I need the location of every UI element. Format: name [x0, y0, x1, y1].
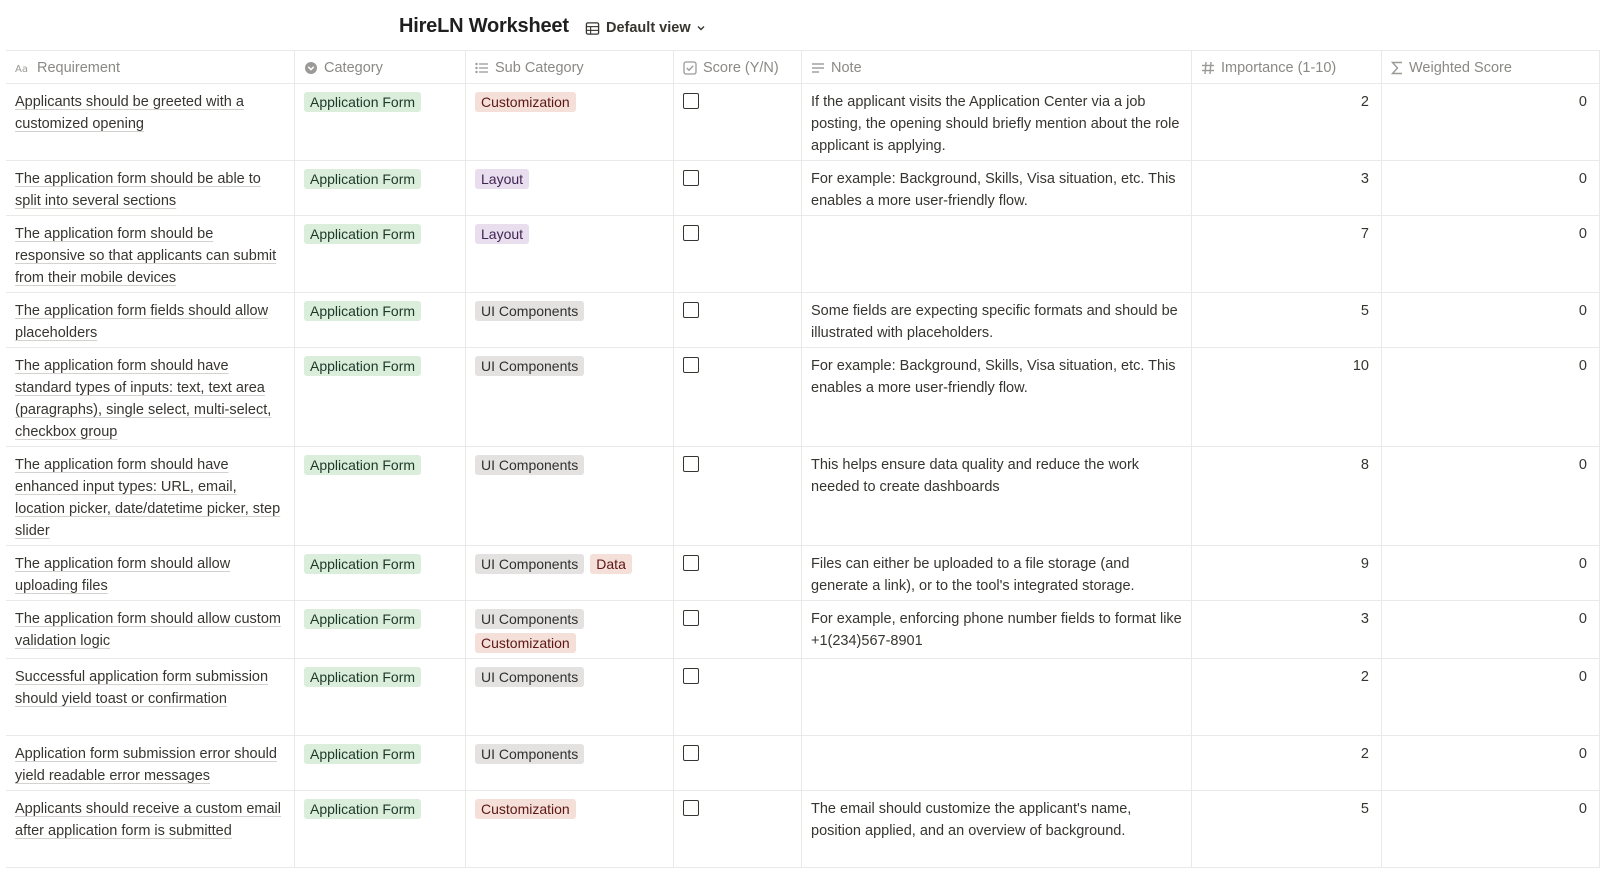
category-tag: Application Form [304, 799, 421, 819]
requirement-text[interactable]: Applicants should receive a custom email after application form is submitted [15, 801, 281, 839]
score-cell[interactable] [674, 791, 802, 867]
requirement-text[interactable]: The application form should be responsive so that applicants can submit from their mobile devices [15, 226, 277, 286]
table-row [6, 546, 1600, 601]
sigma-icon [1391, 61, 1403, 75]
score-checkbox[interactable] [683, 225, 699, 241]
importance-cell[interactable]: 7 [1192, 216, 1382, 292]
weighted-score-cell: 0 [1382, 659, 1600, 735]
weighted-score-cell: 0 [1382, 601, 1600, 658]
sub-category-tag: Customization [475, 633, 576, 653]
score-cell[interactable] [674, 348, 802, 446]
sub-category-tag: Data [590, 554, 632, 574]
table-row [6, 447, 1600, 546]
column-header-note[interactable]: Note [802, 51, 1192, 84]
category-tag: Application Form [304, 356, 421, 376]
score-cell[interactable] [674, 601, 802, 658]
score-checkbox[interactable] [683, 93, 699, 109]
category-cell[interactable] [295, 659, 466, 735]
weighted-score-cell: 0 [1382, 216, 1600, 292]
column-header-score[interactable]: Score (Y/N) [674, 51, 802, 84]
sub-category-tag: Customization [475, 92, 576, 112]
weighted-score-cell: 0 [1382, 447, 1600, 545]
category-cell[interactable] [295, 791, 466, 867]
text-aa-icon [15, 62, 31, 74]
category-cell[interactable] [295, 293, 466, 347]
note-cell[interactable]: If the applicant visits the Application Center via a job posting, the opening should briefly mention about the role applicant is applying. [802, 84, 1192, 160]
sub-category-cell[interactable] [466, 601, 674, 658]
score-checkbox[interactable] [683, 555, 699, 571]
column-header-importance[interactable]: Importance (1-10) [1192, 51, 1382, 84]
category-cell[interactable] [295, 216, 466, 292]
note-cell[interactable]: The email should customize the applicant's name, position applied, and an overview of background. [802, 791, 1192, 867]
table-row [6, 84, 1600, 161]
table-icon [585, 21, 600, 36]
requirement-text[interactable]: The application form should allow custom validation logic [15, 611, 281, 649]
requirement-text[interactable]: Successful application form submission should yield toast or confirmation [15, 669, 269, 707]
note-cell[interactable] [802, 736, 1192, 790]
category-cell[interactable] [295, 348, 466, 446]
requirement-cell[interactable] [6, 546, 295, 600]
text-lines-icon [811, 62, 825, 74]
importance-cell[interactable]: 2 [1192, 659, 1382, 735]
category-cell[interactable] [295, 161, 466, 215]
multi-select-icon [475, 62, 489, 74]
note-cell[interactable]: For example, enforcing phone number fields to format like +1(234)567-8901 [802, 601, 1192, 658]
importance-cell[interactable]: 10 [1192, 348, 1382, 446]
requirement-cell[interactable] [6, 447, 295, 545]
requirement-text[interactable]: The application form should be able to split into several sections [15, 171, 261, 209]
table-row [6, 736, 1600, 791]
score-checkbox[interactable] [683, 800, 699, 816]
importance-cell[interactable]: 3 [1192, 601, 1382, 658]
importance-cell[interactable]: 2 [1192, 736, 1382, 790]
sub-category-tag: UI Components [475, 301, 584, 321]
sub-category-tag: UI Components [475, 356, 584, 376]
requirement-text[interactable]: The application form should have enhanced input types: URL, email, location picker, date/datetime picker, step slider [15, 457, 281, 539]
sub-category-tag: Customization [475, 799, 576, 819]
sub-category-tag: UI Components [475, 667, 584, 687]
requirement-cell[interactable] [6, 84, 295, 160]
svg-text:Aa: Aa [15, 63, 28, 74]
table-row [6, 791, 1600, 868]
requirement-cell[interactable] [6, 161, 295, 215]
requirement-text[interactable]: The application form should have standard types of inputs: text, text area (paragraphs), single select, multi-select, checkbox group [15, 358, 272, 440]
importance-cell[interactable]: 3 [1192, 161, 1382, 215]
note-cell[interactable]: Some fields are expecting specific formats and should be illustrated with placeholders. [802, 293, 1192, 347]
category-cell[interactable] [295, 84, 466, 160]
sub-category-cell[interactable] [466, 348, 674, 446]
sub-category-tag: UI Components [475, 554, 584, 574]
requirement-cell[interactable] [6, 736, 295, 790]
category-cell[interactable] [295, 546, 466, 600]
category-tag: Application Form [304, 455, 421, 475]
category-tag: Application Form [304, 169, 421, 189]
score-checkbox[interactable] [683, 745, 699, 761]
score-cell[interactable] [674, 659, 802, 735]
sub-category-cell[interactable] [466, 293, 674, 347]
column-header-requirement[interactable]: Aa Requirement [6, 51, 295, 84]
column-header-category[interactable]: Category [295, 51, 466, 84]
note-cell[interactable]: For example: Background, Skills, Visa situation, etc. This enables a more user-friendly flow. [802, 348, 1192, 446]
note-cell[interactable] [802, 659, 1192, 735]
requirement-text[interactable]: The application form should allow uploading files [15, 556, 231, 594]
category-tag: Application Form [304, 667, 421, 687]
select-icon [304, 61, 318, 75]
requirement-text[interactable]: The application form fields should allow placeholders [15, 303, 269, 341]
note-cell[interactable]: Files can either be uploaded to a file storage (and generate a link), or to the tool's integrated storage. [802, 546, 1192, 600]
requirement-text[interactable]: Application form submission error should yield readable error messages [15, 746, 277, 784]
sub-category-cell[interactable] [466, 161, 674, 215]
sub-category-tag: UI Components [475, 455, 584, 475]
hash-icon [1201, 61, 1215, 75]
sub-category-tag: UI Components [475, 744, 584, 764]
sub-category-cell[interactable] [466, 736, 674, 790]
sub-category-tag: Layout [475, 224, 529, 244]
weighted-score-cell: 0 [1382, 161, 1600, 215]
requirement-cell[interactable] [6, 659, 295, 735]
checkbox-icon [683, 61, 697, 75]
importance-cell[interactable]: 5 [1192, 293, 1382, 347]
table-header-row [6, 50, 1600, 84]
score-cell[interactable] [674, 84, 802, 160]
weighted-score-cell: 0 [1382, 348, 1600, 446]
weighted-score-cell: 0 [1382, 84, 1600, 160]
sub-category-cell[interactable] [466, 447, 674, 545]
weighted-score-cell: 0 [1382, 791, 1600, 867]
score-checkbox[interactable] [683, 668, 699, 684]
requirement-text[interactable]: Applicants should be greeted with a customized opening [15, 94, 244, 132]
note-cell[interactable] [802, 216, 1192, 292]
weighted-score-cell: 0 [1382, 293, 1600, 347]
score-checkbox[interactable] [683, 610, 699, 626]
score-cell[interactable] [674, 293, 802, 347]
table-row [6, 601, 1600, 659]
importance-cell[interactable]: 2 [1192, 84, 1382, 160]
column-header-sub-category[interactable]: Sub Category [466, 51, 674, 84]
table-row [6, 161, 1600, 216]
chevron-down-icon [696, 23, 706, 33]
importance-cell[interactable]: 8 [1192, 447, 1382, 545]
score-checkbox[interactable] [683, 456, 699, 472]
view-switcher-button[interactable] [585, 17, 712, 39]
score-cell[interactable] [674, 216, 802, 292]
category-cell[interactable] [295, 447, 466, 545]
note-cell[interactable]: For example: Background, Skills, Visa situation, etc. This enables a more user-friendly flow. [802, 161, 1192, 215]
score-cell[interactable] [674, 546, 802, 600]
score-checkbox[interactable] [683, 302, 699, 318]
requirement-cell[interactable] [6, 601, 295, 658]
sub-category-tag: Layout [475, 169, 529, 189]
sub-category-cell[interactable] [466, 546, 674, 600]
importance-cell[interactable]: 5 [1192, 791, 1382, 867]
sub-category-cell[interactable] [466, 791, 674, 867]
requirement-cell[interactable] [6, 791, 295, 867]
score-cell[interactable] [674, 736, 802, 790]
page-title: HireLN Worksheet [399, 15, 569, 37]
table-row [6, 348, 1600, 447]
table-body [6, 84, 1600, 868]
category-cell[interactable] [295, 736, 466, 790]
category-tag: Application Form [304, 744, 421, 764]
score-checkbox[interactable] [683, 357, 699, 373]
category-cell[interactable] [295, 601, 466, 658]
table-row [6, 659, 1600, 736]
weighted-score-cell: 0 [1382, 736, 1600, 790]
sub-category-cell[interactable] [466, 659, 674, 735]
category-tag: Application Form [304, 554, 421, 574]
score-cell[interactable] [674, 447, 802, 545]
table-row [6, 216, 1600, 293]
category-tag: Application Form [304, 609, 421, 629]
category-tag: Application Form [304, 301, 421, 321]
sub-category-cell[interactable] [466, 84, 674, 160]
sub-category-cell[interactable] [466, 216, 674, 292]
category-tag: Application Form [304, 92, 421, 112]
column-header-weighted-score[interactable]: Weighted Score [1382, 51, 1600, 84]
requirement-cell[interactable] [6, 293, 295, 347]
database-table [6, 50, 1600, 868]
requirement-cell[interactable] [6, 348, 295, 446]
title-bar [0, 0, 1600, 50]
score-cell[interactable] [674, 161, 802, 215]
importance-cell[interactable]: 9 [1192, 546, 1382, 600]
note-cell[interactable]: This helps ensure data quality and reduce the work needed to create dashboards [802, 447, 1192, 545]
requirement-cell[interactable] [6, 216, 295, 292]
view-label: Default view [606, 20, 691, 36]
sub-category-tag: UI Components [475, 609, 584, 629]
weighted-score-cell: 0 [1382, 546, 1600, 600]
score-checkbox[interactable] [683, 170, 699, 186]
table-row [6, 293, 1600, 348]
category-tag: Application Form [304, 224, 421, 244]
